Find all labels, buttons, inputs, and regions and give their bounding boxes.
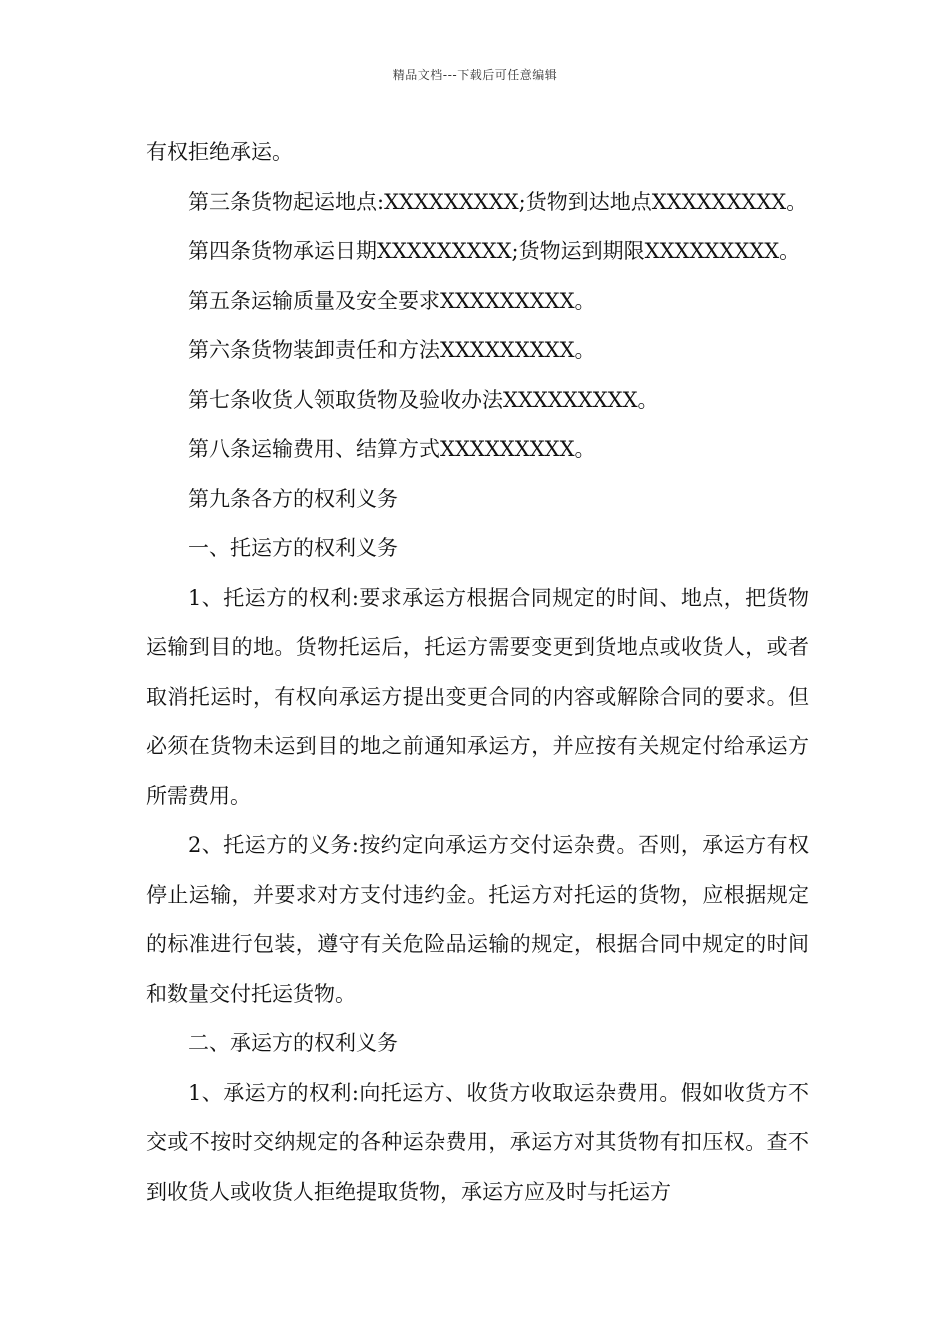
clause-4: 第四条货物承运日期XXXXXXXXX;货物运到期限XXXXXXXXX。: [188, 239, 801, 263]
carrier-rights: 1、承运方的权利:向托运方、收货方收取运杂费用。假如收货方不交或不按时交纳规定的各种运杂费用，承运方对其货物有扣压权。查不到收货人或收货人拒绝提取货物，承运方应及时与托运方: [146, 1080, 809, 1204]
paragraph-continuation: 有权拒绝承运。: [146, 140, 293, 164]
clause-8: 第八条运输费用、结算方式XXXXXXXXX。: [188, 437, 596, 461]
clause-3: 第三条货物起运地点:XXXXXXXXX;货物到达地点XXXXXXXXX。: [188, 189, 808, 214]
shipper-obligations: 2、托运方的义务:按约定向承运方交付运杂费。否则，承运方有权停止运输，并要求对方支付违约金。托运方对托运的货物，应根据规定的标准进行包装，遵守有关危险品运输的规定，根据合同中规定的时间和数量交付托运货物。: [146, 833, 809, 1006]
shipper-rights: 1、托运方的权利:要求承运方根据合同规定的时间、地点，把货物运输到目的地。货物托运后，托运方需要变更到货地点或收货人，或者取消托运时，有权向承运方提出变更合同的内容或解除合同的要求。但必须在货物未运到目的地之前通知承运方，并应按有关规定付给承运方所需费用。: [146, 585, 809, 808]
clause-6: 第六条货物装卸责任和方法XXXXXXXXX。: [188, 338, 596, 362]
clause-5: 第五条运输质量及安全要求XXXXXXXXX。: [188, 288, 596, 313]
page-header: 精品文档---下载后可任意编辑: [392, 68, 558, 82]
clause-7: 第七条收货人领取货物及验收办法XXXXXXXXX。: [188, 387, 659, 412]
section-shipper-heading: 一、托运方的权利义务: [188, 536, 398, 560]
section-carrier-heading: 二、承运方的权利义务: [188, 1031, 398, 1055]
clause-9-heading: 第九条各方的权利义务: [188, 486, 398, 511]
document-body: [146, 128, 809, 1217]
